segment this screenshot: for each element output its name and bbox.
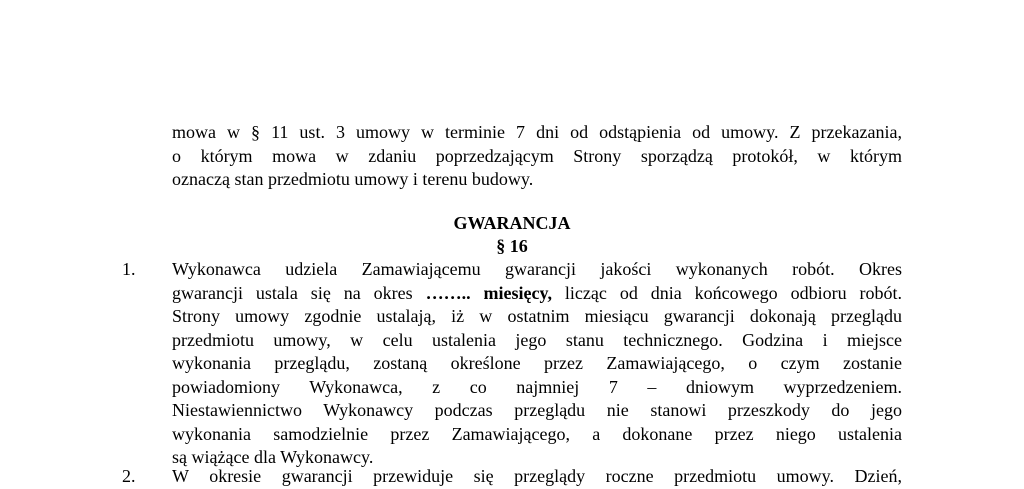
item-line: przedmiotu umowy, w celu ustalenia jego stanu technicznego. Godzina i miejsce xyxy=(172,329,902,350)
item-line: Wykonawca udziela Zamawiającemu gwarancji jakości wykonanych robót. Okres xyxy=(172,259,902,279)
warranty-period-blank: …….. miesięcy, xyxy=(425,282,552,303)
item-line: są wiążące dla Wykonawcy. xyxy=(172,447,374,467)
item-number: 2. xyxy=(122,466,136,486)
list-item xyxy=(172,465,902,489)
intro-line: oznaczą stan przedmiotu umowy i terenu budowy. xyxy=(172,169,534,189)
list-item xyxy=(172,258,902,470)
section-number: § 16 xyxy=(496,236,528,256)
item-text-segment: licząc od dnia końcowego odbioru robót. xyxy=(552,282,902,303)
intro-line: mowa w § 11 ust. 3 umowy w terminie 7 dni od odstąpienia od umowy. Z przekazania, xyxy=(172,122,902,142)
intro-line: o którym mowa w zdaniu poprzedzającym Strony sporządzą protokół, w którym xyxy=(172,145,902,166)
intro-paragraph xyxy=(172,121,902,192)
item-text-segment: gwarancji ustala się na okres xyxy=(172,282,426,303)
item-line: W okresie gwarancji przewiduje się przeglądy roczne przedmiotu umowy. Dzień, xyxy=(172,466,902,486)
section-title: GWARANCJA xyxy=(453,213,571,233)
item-line-with-blank xyxy=(172,282,902,306)
item-line: powiadomiony Wykonawca, z co najmniej 7 – dniowym wyprzedzeniem. xyxy=(172,376,902,397)
item-number: 1. xyxy=(122,259,136,279)
item-line: Niestawiennictwo Wykonawcy podczas przeglądu nie stanowi przeszkody do jego xyxy=(172,400,902,420)
item-line: wykonania przeglądu, zostaną określone przez Zamawiającego, o czym zostanie xyxy=(172,353,902,373)
item-line: Strony umowy zgodnie ustalają, iż w ostatnim miesiącu gwarancji dokonają przeglądu xyxy=(172,306,902,326)
item-line: wykonania samodzielnie przez Zamawiającego, a dokonane przez niego ustalenia xyxy=(172,423,902,444)
